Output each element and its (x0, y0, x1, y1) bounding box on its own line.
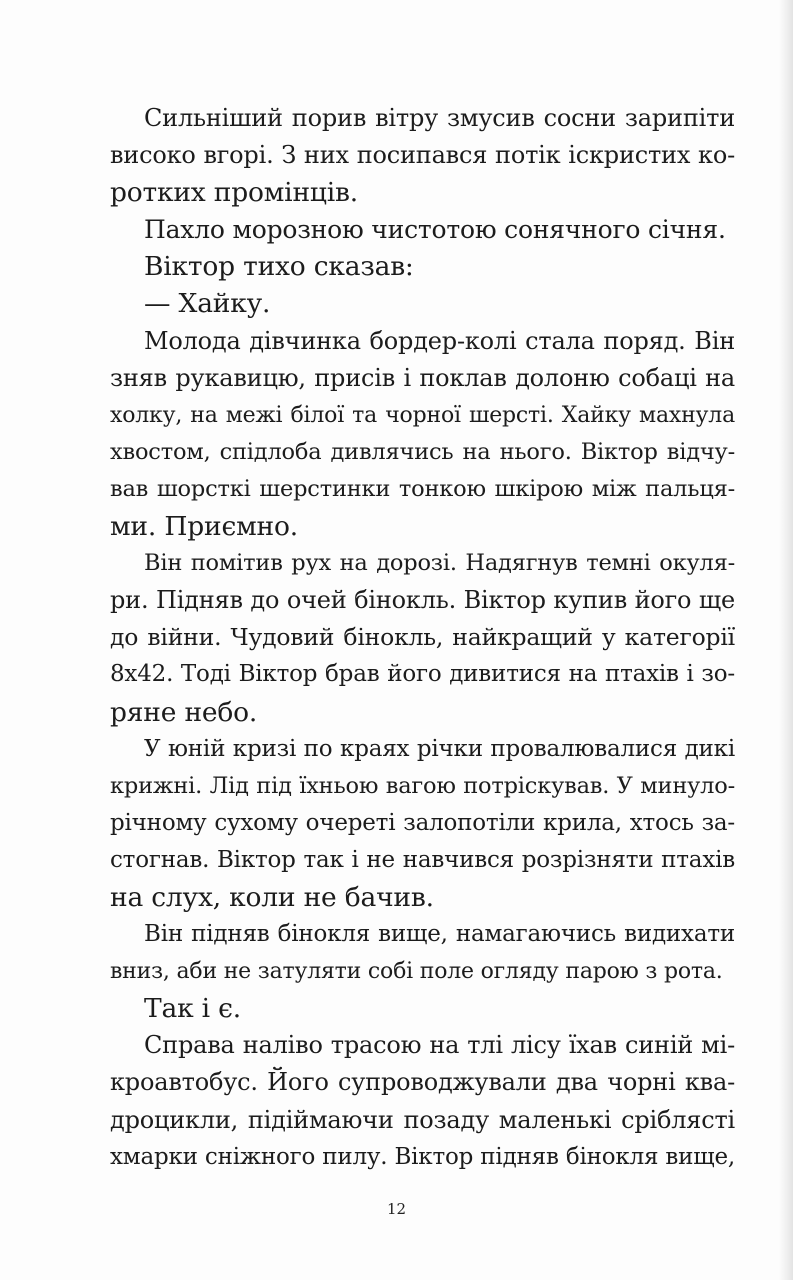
text-line: зняв рукавицю, присів і поклав долоню собаці на (110, 363, 735, 392)
text-line: річному сухому очереті залопотіли крила, хтось за- (110, 809, 735, 836)
page-edge-shadow (779, 0, 793, 1280)
text-line: високо вгорі. З них посипався потік іскристих ко- (110, 141, 735, 170)
text-line: ряне небо. (110, 696, 258, 728)
text-line: Справа наліво трасою на тлі лісу їхав синій мі- (144, 1031, 735, 1060)
text-line: стогнав. Віктор так і не навчився розрізняти птахів (110, 846, 735, 873)
text-line: Він підняв бінокля вище, намагаючись видихати (144, 921, 735, 948)
text-line: У юній кризі по краях річки провалювалися дикі (144, 735, 735, 762)
text-line: Так і є. (144, 993, 242, 1025)
text-line: холку, на межі білої та чорної шерсті. Хайку махнула (110, 402, 735, 428)
text-line: хмарки сніжного пилу. Віктор підняв бінокля вище, (110, 1143, 736, 1170)
text-line: ротких промінців. (110, 177, 358, 209)
text-line: дроцикли, підіймаючи позаду маленькі сріблясті (110, 1105, 735, 1134)
text-line: вав шорсткі шерстинки тонкою шкірою між пальця- (110, 475, 735, 502)
text-line: кроавтобус. Його супроводжували два чорні ква- (110, 1068, 735, 1097)
text-line: — Хайку. (144, 288, 271, 320)
text-line: на слух, коли не бачив. (110, 881, 434, 913)
text-line: ми. Приємно. (110, 511, 298, 543)
text-line: 8x42. Тоді Віктор брав його дивитися на птахів і зо- (110, 661, 735, 688)
text-line: ри. Підняв до очей бінокль. Віктор купив його ще (110, 586, 735, 615)
text-line: крижні. Лід під їхньою вагою потріскував. У минуло- (110, 772, 735, 799)
text-line: до війни. Чудовий бінокль, найкращий у категорії (110, 623, 735, 652)
text-line: хвостом, спідлоба дивлячись на нього. Віктор відчу- (110, 438, 735, 465)
text-line: Пахло морозною чистотою сонячного січня. (144, 215, 726, 245)
text-line: Він помітив рух на дорозі. Надягнув темні окуля- (144, 550, 735, 577)
text-line: Молода дівчинка бордер-колі стала поряд. Він (144, 326, 735, 355)
text-line: вниз, аби не затуляти собі поле огляду парою з рота. (110, 959, 723, 985)
page-number: 12 (386, 1200, 407, 1218)
text-line: Віктор тихо сказав: (144, 251, 414, 283)
body-text (110, 100, 735, 1176)
text-line: Сильніший порив вітру змусив сосни зарипіти (144, 104, 735, 132)
